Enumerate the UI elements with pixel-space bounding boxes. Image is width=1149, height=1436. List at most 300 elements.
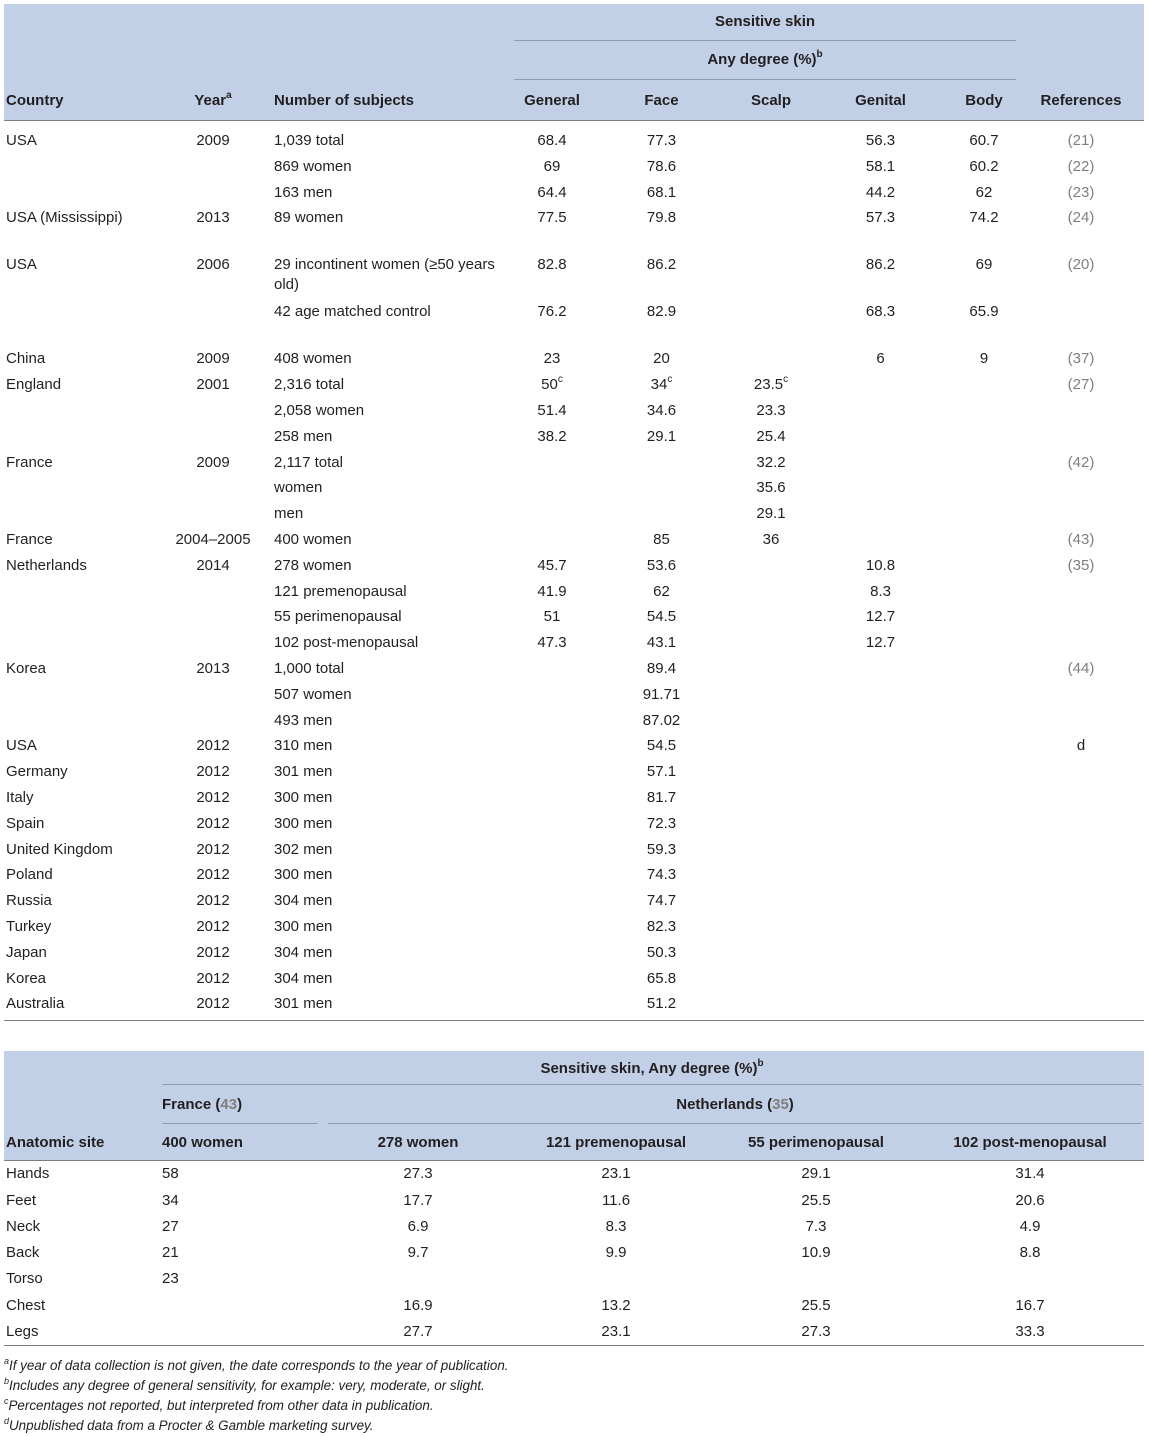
cell-face: 82.9 — [646, 303, 677, 321]
table-row — [4, 762, 1144, 788]
cell-general: 45.7 — [537, 556, 567, 574]
cell-scalp — [731, 183, 811, 209]
cell-country — [4, 504, 154, 530]
cell-general — [512, 659, 592, 685]
cell-general — [512, 685, 592, 711]
cell-country: Spain — [6, 814, 45, 832]
cell-year: 2012 — [196, 892, 230, 910]
cell-face: 54.5 — [646, 737, 677, 755]
cell-scalp — [731, 685, 811, 711]
cell-country: China — [6, 350, 46, 368]
cell-reference[interactable] — [1018, 530, 1144, 556]
table-row — [4, 633, 1144, 659]
cell-genital — [811, 788, 950, 814]
cell-general: 64.4 — [537, 183, 567, 201]
netherlands-reference-link[interactable]: 35 — [772, 1096, 789, 1114]
cell-body — [950, 788, 1018, 814]
cell-scalp: 25.4 — [756, 427, 786, 445]
cell-country: France — [6, 530, 53, 548]
cell-general — [512, 994, 592, 1020]
cell-scalp — [731, 302, 811, 349]
cell-reference — [1018, 478, 1144, 504]
cell-face: 54.5 — [646, 608, 677, 626]
cell-genital: 12.7 — [865, 608, 896, 626]
cell-face: 74.3 — [646, 866, 677, 884]
cell-face: 74.7 — [646, 892, 677, 910]
cell-country — [4, 711, 154, 737]
cell-country: Korea — [6, 969, 47, 987]
table-row — [4, 302, 1144, 349]
cell-general — [512, 788, 592, 814]
cell-genital — [811, 943, 950, 969]
cell-body: 65.9 — [969, 303, 999, 321]
cell-scalp: 35.6 — [756, 479, 786, 497]
cell-subjects: 163 men — [274, 183, 333, 201]
cell-reference — [1018, 427, 1144, 453]
cell-reference — [1018, 711, 1144, 737]
table-row — [4, 994, 1144, 1020]
cell-year: 2012 — [196, 763, 230, 781]
cell-reference — [1018, 401, 1144, 427]
cell-general — [512, 530, 592, 556]
cell-face: 87.02 — [642, 711, 681, 729]
cell-general: 68.4 — [537, 132, 567, 149]
cell-year: 2012 — [196, 866, 230, 884]
cell-nl-278: 6.9 — [407, 1217, 429, 1235]
cell-general — [512, 840, 592, 866]
cell-general: 50$^c$ — [541, 374, 563, 394]
cell-genital — [811, 478, 950, 504]
cell-body — [950, 994, 1018, 1020]
cell-reference[interactable] — [1018, 183, 1144, 209]
cell-reference — [1018, 994, 1144, 1020]
cell-year — [154, 607, 272, 633]
cell-face: 29.1 — [646, 427, 677, 445]
cell-general — [512, 504, 592, 530]
cell-year: 2014 — [196, 556, 230, 574]
col-header-scalp: Scalp — [731, 80, 811, 121]
cell-body — [950, 530, 1018, 556]
cell-genital — [811, 401, 950, 427]
cell-face: 20 — [653, 350, 670, 368]
reference-link[interactable]: (43) — [1067, 530, 1095, 548]
cell-body — [950, 556, 1018, 582]
cell-subjects: 29 incontinent women (≥50 years old) — [274, 256, 495, 294]
t2-col-header-nl-278: 278 women — [320, 1124, 516, 1161]
cell-year — [154, 711, 272, 737]
cell-general — [512, 891, 592, 917]
cell-scalp — [731, 814, 811, 840]
cell-body — [950, 969, 1018, 995]
cell-general — [512, 943, 592, 969]
cell-subjects: 2,058 women — [274, 401, 365, 419]
cell-site: Chest — [6, 1296, 46, 1314]
cell-genital — [811, 840, 950, 866]
table-row — [4, 1187, 1144, 1213]
cell-reference — [1018, 943, 1144, 969]
cell-scalp — [731, 208, 811, 255]
t2-col-header-site: Anatomic site — [4, 1124, 160, 1161]
cell-nl-121: 13.2 — [601, 1296, 631, 1314]
footnote: $^c$Percentages not reported, but interpreted from other data in publication. — [4, 1395, 434, 1414]
cell-subjects: 302 men — [274, 840, 333, 858]
cell-scalp — [731, 917, 811, 943]
cell-nl-102: 33.3 — [1015, 1323, 1045, 1341]
table-row — [4, 607, 1144, 633]
cell-genital: 12.7 — [865, 634, 896, 652]
cell-country — [4, 183, 154, 209]
cell-genital — [811, 711, 950, 737]
cell-subjects: 493 men — [274, 711, 333, 729]
cell-face: 72.3 — [646, 814, 677, 832]
cell-year: 2012 — [196, 969, 230, 987]
cell-reference[interactable] — [1018, 208, 1144, 255]
table-row — [4, 375, 1144, 401]
cell-body — [950, 582, 1018, 608]
cell-subjects: 42 age matched control — [274, 303, 431, 321]
cell-france-400: 58 — [162, 1165, 179, 1183]
cell-country — [4, 401, 154, 427]
cell-genital — [811, 530, 950, 556]
cell-scalp — [731, 711, 811, 737]
cell-reference[interactable] — [1018, 121, 1144, 157]
table-row — [4, 1266, 1144, 1292]
reference-link[interactable]: (37) — [1067, 350, 1095, 368]
cell-general — [512, 814, 592, 840]
cell-body — [950, 865, 1018, 891]
cell-scalp: 36 — [762, 530, 780, 548]
cell-nl-102: 31.4 — [1015, 1165, 1045, 1183]
cell-nl-278 — [320, 1266, 516, 1292]
reference-link[interactable]: (20) — [1067, 256, 1095, 274]
cell-genital: 10.8 — [865, 556, 896, 574]
cell-site: Torso — [6, 1270, 43, 1288]
cell-genital — [811, 659, 950, 685]
cell-reference[interactable] — [1018, 157, 1144, 183]
cell-body — [950, 762, 1018, 788]
cell-face: 91.71 — [642, 685, 681, 703]
table-row — [4, 659, 1144, 685]
cell-reference — [1018, 969, 1144, 995]
cell-genital — [811, 917, 950, 943]
cell-general: 51.4 — [537, 401, 567, 419]
cell-nl-102: 20.6 — [1015, 1191, 1045, 1209]
table-row — [4, 504, 1144, 530]
cell-country: Italy — [6, 788, 34, 806]
t2-france-header: France (43) — [160, 1087, 320, 1124]
cell-nl-102: 4.9 — [1019, 1217, 1041, 1235]
cell-scalp: 29.1 — [756, 505, 786, 523]
france-reference-link[interactable]: 43 — [220, 1096, 238, 1114]
cell-subjects: 869 women — [274, 157, 352, 175]
cell-subjects: 300 men — [274, 814, 333, 832]
cell-reference — [1018, 633, 1144, 659]
cell-scalp — [731, 865, 811, 891]
cell-genital — [811, 685, 950, 711]
reference-link[interactable]: (22) — [1067, 157, 1095, 175]
cell-scalp — [731, 788, 811, 814]
cell-genital — [811, 891, 950, 917]
cell-reference — [1018, 762, 1144, 788]
cell-year: 2012 — [196, 840, 230, 858]
cell-nl-121 — [516, 1266, 716, 1292]
cell-reference — [1018, 814, 1144, 840]
cell-face: 68.1 — [646, 183, 677, 201]
cell-country — [4, 478, 154, 504]
t2-col-header-nl-121: 121 premenopausal — [516, 1124, 716, 1161]
cell-france-400 — [160, 1293, 320, 1319]
cell-year: 2012 — [196, 814, 230, 832]
reference-link[interactable]: (23) — [1067, 183, 1095, 201]
cell-genital — [811, 504, 950, 530]
table-row — [4, 530, 1144, 556]
table-row — [4, 453, 1144, 479]
cell-general: 47.3 — [537, 634, 567, 652]
cell-year: 2001 — [196, 376, 230, 394]
table-row — [4, 121, 1144, 157]
cell-nl-55: 25.5 — [801, 1191, 831, 1209]
table-row — [4, 917, 1144, 943]
cell-scalp: 23.3 — [756, 401, 786, 419]
cell-subjects: 2,117 total — [274, 453, 343, 471]
cell-france-400: 27 — [162, 1217, 179, 1235]
cell-general: 69 — [543, 157, 561, 175]
cell-country — [4, 582, 154, 608]
cell-country — [4, 302, 154, 349]
cell-subjects: 301 men — [274, 763, 333, 781]
cell-nl-55 — [716, 1266, 916, 1292]
cell-year: 2009 — [196, 132, 230, 149]
cell-reference — [1018, 302, 1144, 349]
reference-link[interactable]: (27) — [1067, 376, 1095, 394]
cell-face: 89.4 — [646, 659, 677, 677]
cell-general: 77.5 — [537, 209, 567, 227]
cell-site: Back — [6, 1244, 40, 1262]
cell-body — [950, 504, 1018, 530]
cell-body: 69 — [975, 256, 993, 274]
cell-body — [950, 427, 1018, 453]
cell-subjects: 1,039 total — [274, 132, 345, 149]
cell-reference[interactable] — [1018, 349, 1144, 375]
cell-reference — [1018, 840, 1144, 866]
cell-scalp — [731, 943, 811, 969]
cell-face: 43.1 — [646, 634, 677, 652]
cell-subjects: 301 men — [274, 995, 333, 1013]
cell-face — [592, 478, 731, 504]
table-row — [4, 788, 1144, 814]
cell-subjects: 102 post-menopausal — [274, 634, 419, 652]
cell-genital — [811, 969, 950, 995]
cell-country: Japan — [6, 943, 47, 961]
cell-france-400: 23 — [162, 1270, 179, 1288]
cell-genital — [811, 375, 950, 401]
cell-subjects: 300 men — [274, 866, 333, 884]
cell-face: 34$^c$ — [650, 374, 673, 394]
cell-nl-55: 10.9 — [801, 1244, 831, 1262]
cell-subjects: women — [274, 479, 323, 497]
cell-reference[interactable] — [1018, 453, 1144, 479]
cell-body: 62 — [975, 183, 993, 201]
cell-country: Russia — [6, 892, 52, 910]
reference-link[interactable]: (21) — [1067, 132, 1095, 149]
cell-country — [4, 427, 154, 453]
cell-body: 60.2 — [969, 157, 999, 175]
cell-face: 82.3 — [646, 917, 677, 935]
table-row — [4, 183, 1144, 209]
cell-face: 50.3 — [646, 943, 677, 961]
cell-country: England — [6, 376, 62, 394]
col-header-face: Face — [592, 80, 731, 121]
table-row — [4, 157, 1144, 183]
cell-general — [512, 453, 592, 479]
table-row — [4, 1214, 1144, 1240]
cell-france-400: 34 — [162, 1191, 179, 1209]
subgroup-header-any-degree: Any degree (%)$^b$ — [512, 41, 1018, 80]
cell-face: 57.1 — [646, 763, 677, 781]
cell-scalp: 32.2 — [756, 453, 786, 471]
cell-nl-102 — [916, 1266, 1144, 1292]
cell-genital — [811, 736, 950, 762]
table-row — [4, 349, 1144, 375]
cell-face: 59.3 — [646, 840, 677, 858]
table-row — [4, 685, 1144, 711]
cell-body — [950, 711, 1018, 737]
cell-reference — [1018, 582, 1144, 608]
cell-country: USA (Mississippi) — [6, 209, 123, 227]
cell-genital — [811, 994, 950, 1020]
cell-year: 2012 — [196, 995, 230, 1013]
cell-site: Feet — [6, 1191, 37, 1209]
col-header-subjects: Number of subjects — [272, 80, 512, 121]
cell-year — [154, 427, 272, 453]
cell-general — [512, 865, 592, 891]
cell-subjects: 304 men — [274, 892, 333, 910]
cell-nl-278: 9.7 — [407, 1244, 429, 1262]
cell-face: 81.7 — [646, 788, 677, 806]
cell-country: Korea — [6, 659, 47, 677]
cell-reference — [1018, 865, 1144, 891]
cell-country: United Kingdom — [6, 840, 113, 858]
table-row — [4, 582, 1144, 608]
cell-nl-55: 27.3 — [801, 1323, 831, 1341]
cell-year — [154, 582, 272, 608]
cell-nl-278: 27.7 — [403, 1323, 433, 1341]
cell-country: USA — [6, 256, 37, 274]
cell-genital: 56.3 — [865, 132, 896, 149]
cell-body — [950, 685, 1018, 711]
cell-reference[interactable] — [1018, 255, 1144, 302]
cell-genital — [811, 865, 950, 891]
cell-face — [592, 453, 731, 479]
reference-link[interactable]: (24) — [1067, 209, 1095, 227]
cell-general: 38.2 — [537, 427, 567, 445]
cell-subjects: 300 men — [274, 917, 333, 935]
cell-reference[interactable] — [1018, 659, 1144, 685]
cell-scalp — [731, 762, 811, 788]
anatomic-site-table — [4, 1051, 1144, 1346]
cell-genital — [811, 814, 950, 840]
cell-scalp — [731, 349, 811, 375]
cell-subjects: 400 women — [274, 530, 352, 548]
cell-year — [154, 478, 272, 504]
cell-body — [950, 917, 1018, 943]
reference-link[interactable]: (44) — [1067, 659, 1095, 677]
footnotes — [4, 1356, 1144, 1436]
cell-subjects: 55 perimenopausal — [274, 608, 402, 626]
cell-country: Netherlands — [6, 556, 87, 574]
group-header-sensitive-skin: Sensitive skin — [512, 4, 1018, 41]
cell-country — [4, 633, 154, 659]
cell-nl-121: 11.6 — [601, 1191, 631, 1209]
footnote: $^b$Includes any degree of general sensitivity, for example: very, moderate, or slight. — [4, 1375, 485, 1394]
cell-nl-102: 16.7 — [1015, 1296, 1045, 1314]
table-row — [4, 1293, 1144, 1319]
cell-scalp — [731, 121, 811, 157]
reference-link[interactable]: (42) — [1067, 453, 1095, 471]
cell-reference[interactable] — [1018, 375, 1144, 401]
cell-general: 23 — [543, 350, 561, 368]
cell-face: 77.3 — [646, 132, 677, 149]
cell-general — [512, 711, 592, 737]
cell-face: 34.6 — [646, 401, 677, 419]
cell-face: 53.6 — [646, 556, 677, 574]
table-row — [4, 1240, 1144, 1266]
cell-subjects: 300 men — [274, 788, 333, 806]
cell-scalp — [731, 840, 811, 866]
cell-nl-121: 23.1 — [601, 1323, 631, 1341]
cell-genital — [811, 453, 950, 479]
cell-body — [950, 375, 1018, 401]
cell-genital: 6 — [876, 350, 885, 368]
table-row — [4, 840, 1144, 866]
cell-reference — [1018, 607, 1144, 633]
cell-scalp — [731, 633, 811, 659]
cell-year — [154, 633, 272, 659]
cell-year: 2009 — [196, 350, 230, 368]
cell-country — [4, 157, 154, 183]
table-row — [4, 891, 1144, 917]
cell-body: 9 — [979, 350, 989, 368]
cell-reference[interactable] — [1018, 556, 1144, 582]
cell-nl-55: 29.1 — [801, 1165, 831, 1183]
cell-body: 60.7 — [969, 132, 999, 149]
cell-year — [154, 685, 272, 711]
cell-subjects: 507 women — [274, 685, 352, 703]
cell-genital: 8.3 — [870, 582, 891, 600]
cell-face: 85 — [653, 530, 670, 548]
cell-reference — [1018, 504, 1144, 530]
cell-year — [154, 504, 272, 530]
cell-subjects: 408 women — [274, 350, 352, 368]
cell-year — [154, 157, 272, 183]
col-header-year: Year$^a$ — [154, 80, 272, 121]
cell-nl-55: 25.5 — [801, 1296, 831, 1314]
cell-subjects: 278 women — [274, 556, 352, 574]
cell-year: 2013 — [196, 209, 230, 227]
table-row — [4, 427, 1144, 453]
cell-scalp — [731, 969, 811, 995]
cell-year — [154, 302, 272, 349]
cell-general: 51 — [543, 608, 561, 626]
reference-link[interactable]: (35) — [1067, 556, 1095, 574]
cell-scalp — [731, 556, 811, 582]
cell-subjects: 2,316 total — [274, 376, 345, 394]
cell-subjects: 121 premenopausal — [274, 582, 407, 600]
cell-general: 76.2 — [537, 303, 567, 321]
cell-body — [950, 478, 1018, 504]
cell-genital: 68.3 — [865, 303, 896, 321]
cell-nl-278: 17.7 — [403, 1191, 433, 1209]
